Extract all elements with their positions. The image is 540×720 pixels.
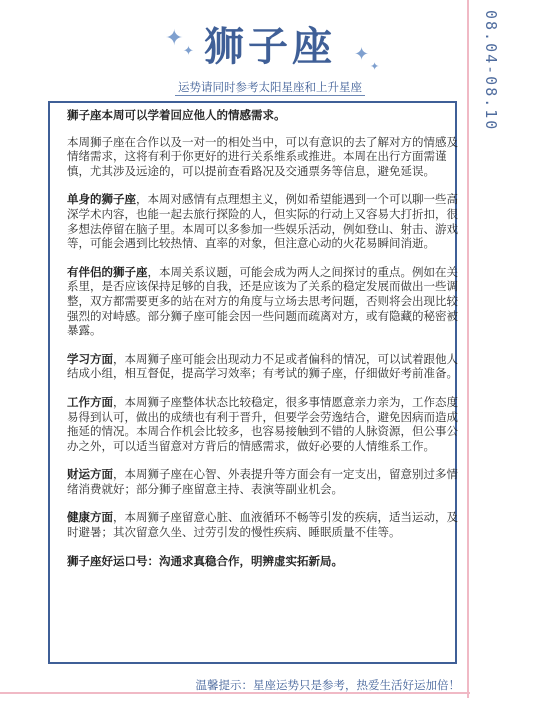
- sparkle-star-icon: ✦: [354, 44, 370, 65]
- slogan: 狮子座好运口号：沟通求真稳合作，明辨虚实拓新局。: [67, 553, 343, 568]
- sparkle-star-icon: ✦: [370, 60, 380, 73]
- health-label: 健康方面: [67, 510, 113, 525]
- overview-paragraph: 本周狮子座在合作以及一对一的相处当中，可以有意识的去了解对方的情感及情绪需求，这将有利于你更好的进行关系维系或推进。本周在出行方面需谨慎，尤其涉及远途的，可以提前查看路况及交通票务等信息，避免延误。: [67, 134, 458, 178]
- work-paragraph: [67, 395, 460, 453]
- sparkle-star-icon: ✦: [183, 44, 194, 59]
- sparkle-star-icon: ✦: [165, 26, 184, 51]
- study-paragraph: [67, 352, 460, 381]
- date-range: 08.04-08.10: [482, 10, 500, 132]
- partnered-text: ，本周关系议题，可能会成为两人之间探讨的重点。例如在关系里，是否应该保持足够的自我，还是应该为了关系的稳定发展而做出一些调整，双方都需要更多的站在对方的角度与立场去思考问题，否则将会出现比较强烈的对峙感。部分狮子座可能会因一些问题而疏离对方，或有隐藏的秘密被暴露。: [67, 264, 458, 338]
- pink-vertical-line: [467, 0, 469, 698]
- page-subtitle: 运势请同时参考太阳星座和上升星座: [178, 80, 362, 94]
- partnered-label: 有伴侣的狮子座: [67, 264, 148, 279]
- partnered-paragraph: [67, 265, 460, 338]
- intro-heading: 狮子座本周可以学着回应他人的情感需求。: [67, 108, 286, 122]
- study-label: 学习方面: [67, 351, 113, 366]
- subtitle-underline: [175, 95, 365, 96]
- single-paragraph: [67, 192, 460, 250]
- slogan-paragraph: [67, 554, 460, 569]
- single-label: 单身的狮子座: [67, 192, 136, 207]
- work-label: 工作方面: [67, 394, 113, 409]
- horoscope-content: [67, 108, 460, 582]
- footer-tip: 温馨提示：星座运势只是参考，热爱生活好运加倍！: [195, 678, 460, 692]
- work-text: ，本周狮子座整体状态比较稳定，很多事情愿意亲力亲为，工作态度易得到认可，做出的成绩也有利于晋升，但要学会劳逸结合，避免因病而造成拖延的情况。本周合作机会比较多，也容易接触到不错的人脉资源，但公事公办之外，可以适当留意对方背后的情感需求，做好必要的人情维系工作。: [67, 394, 458, 453]
- health-text: ，本周狮子座留意心脏、血液循环不畅等引发的疾病，适当运动，及时避暑；其次留意久坐、过劳引发的慢性疾病、睡眠质量不佳等。: [67, 510, 458, 540]
- single-text: ，本周对感情有点理想主义，例如希望能遇到一个可以聊一些高深学术内容，也能一起去旅行探险的人，但实际的行动上又容易大打折扣，很多想法停留在脑子里。本周可以多参加一些娱乐活动，例如登山、射击、游戏等，可能会遇到比较热情、直率的对象，但注意心动的火花易瞬间消逝。: [67, 192, 458, 251]
- study-text: ，本周狮子座可能会出现动力不足或者偏科的情况，可以试着跟他人结成小组，相互督促，提高学习效率；有考试的狮子座，仔细做好考前准备。: [67, 351, 458, 381]
- page-title: 狮子座: [204, 24, 336, 70]
- wealth-paragraph: [67, 467, 460, 496]
- health-paragraph: [67, 510, 460, 539]
- wealth-label: 财运方面: [67, 467, 113, 482]
- wealth-text: ，本周狮子座在心智、外表提升等方面会有一定支出，留意别过多情绪消费就好；部分狮子座留意主持、表演等副业机会。: [67, 467, 458, 496]
